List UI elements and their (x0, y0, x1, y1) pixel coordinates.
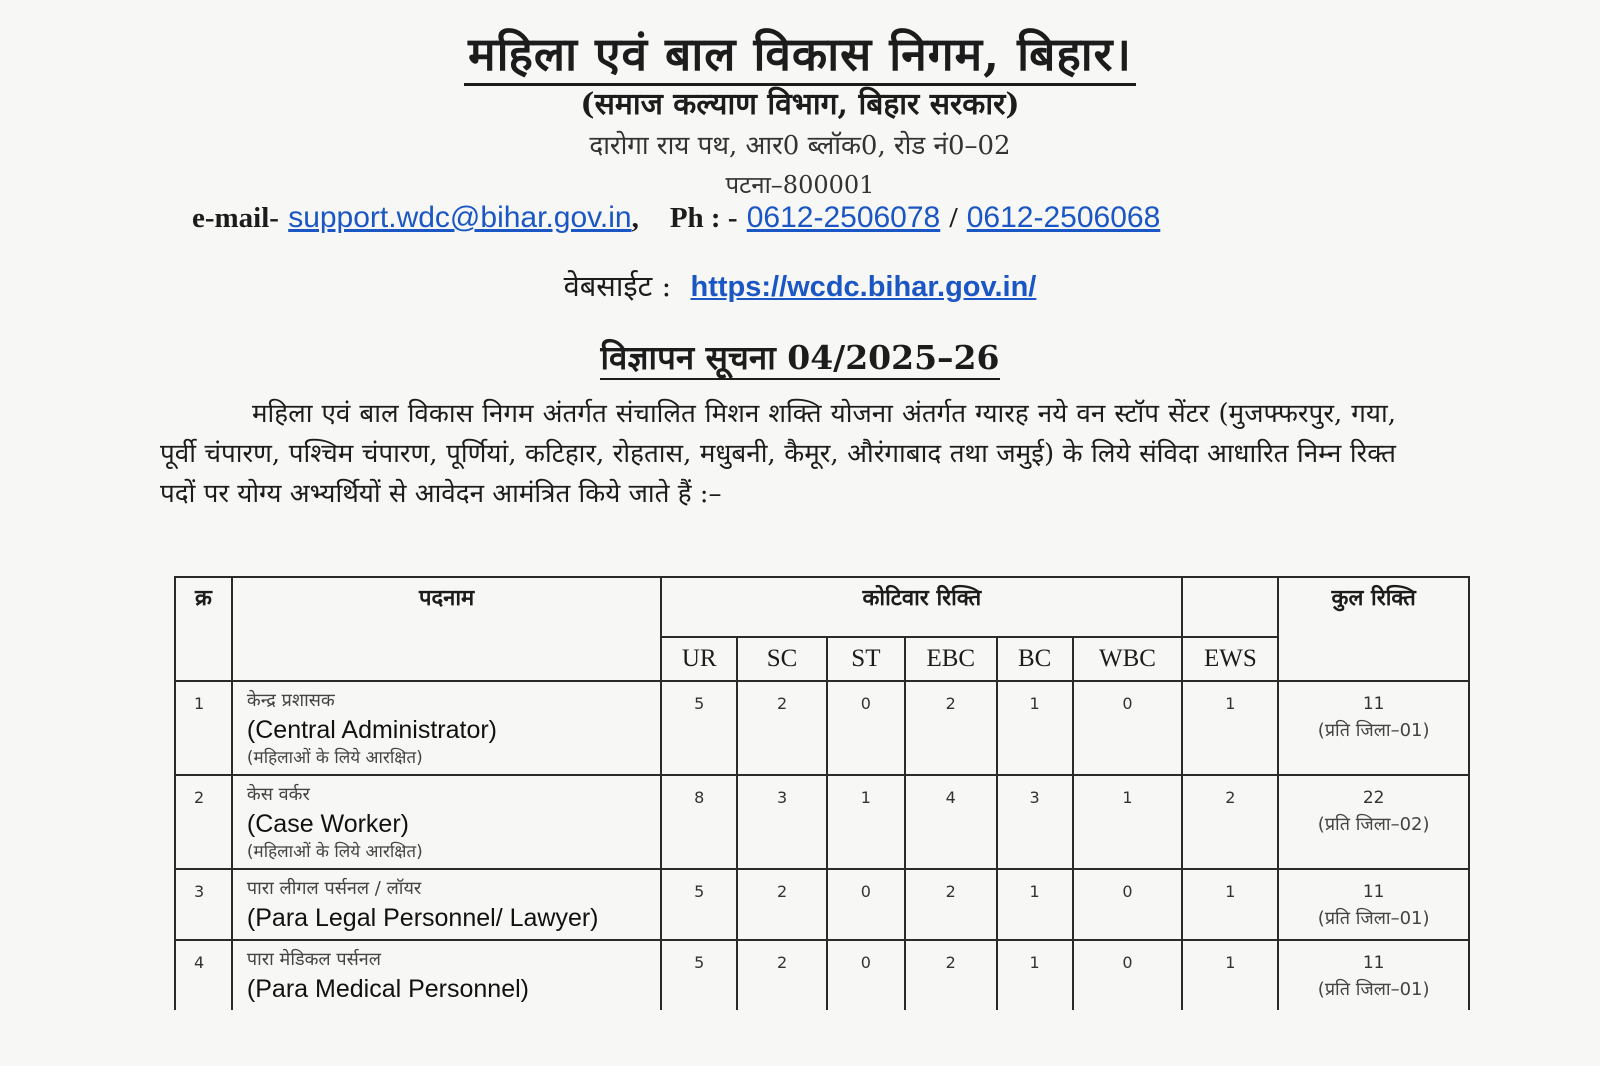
phone-separator: / (949, 202, 958, 234)
total-value: 11 (1362, 882, 1385, 902)
header-wbc: WBC (1073, 637, 1183, 681)
cell-total (1278, 775, 1469, 869)
phone-link-1[interactable]: 0612-2506078 (746, 201, 941, 234)
header-post: पदनाम (232, 577, 661, 681)
cell-bc: 1 (997, 869, 1073, 940)
notice-paragraph: महिला एवं बाल विकास निगम अंतर्गत संचालित मिशन शक्ति योजना अंतर्गत ग्यारह नये वन स्टॉप सेंटर (मुजफ्फरपुर, गया, पूर्वी चंपारण, पश्चिम चंपारण, पूर्णियां, कटिहार, रोहतास, मधुबनी, कैमूर, औरंगाबाद तथा जमुई) के लिये संविदा आधारित निम्न रिक्त पदों पर योग्य अभ्यर्थियों से आवेदन आमंत्रित किये जाते हैं :– (160, 399, 1396, 509)
cell-st: 1 (827, 775, 905, 869)
post-hindi: पारा मेडिकल पर्सनल (246, 949, 381, 970)
row-sn: 1 (175, 681, 232, 775)
cell-wbc: 1 (1073, 775, 1183, 869)
post-hindi: पारा लीगल पर्सनल / लॉयर (246, 878, 422, 899)
phone-label: Ph : - (669, 202, 738, 234)
cell-total (1278, 681, 1469, 775)
total-note: (प्रति जिला–01) (1317, 979, 1430, 1000)
cell-ews: 1 (1182, 681, 1278, 775)
cell-bc: 3 (997, 775, 1073, 869)
cell-sc: 2 (737, 869, 827, 940)
header-blank (1182, 577, 1278, 637)
email-label: e-mail- (192, 202, 279, 234)
address-line-2: पटना–800001 (725, 171, 875, 199)
table-row (175, 681, 1469, 775)
row-sn: 3 (175, 869, 232, 940)
contact-line: e-mail- support.wdc@bihar.gov.in, Ph : - 0612-2506078 / 0612-2506068 (192, 201, 1161, 234)
post-hindi: केस वर्कर (246, 784, 310, 805)
post-english: (Case Worker) (246, 810, 409, 838)
header-ebc: EBC (905, 637, 997, 681)
cell-bc: 1 (997, 681, 1073, 775)
cell-ebc: 2 (905, 940, 997, 1010)
header-st: ST (827, 637, 905, 681)
website-link[interactable]: https://wcdc.bihar.gov.in/ (690, 271, 1037, 303)
post-english: (Para Medical Personnel) (246, 975, 529, 1003)
cell-ews: 2 (1182, 775, 1278, 869)
table-row (175, 940, 1469, 1010)
cell-ur: 5 (661, 940, 737, 1010)
cell-ebc: 4 (905, 775, 997, 869)
total-note: (प्रति जिला–01) (1317, 908, 1430, 929)
header-ews: EWS (1182, 637, 1278, 681)
email-link[interactable]: support.wdc@bihar.gov.in (288, 201, 632, 234)
cell-ebc: 2 (905, 681, 997, 775)
cell-total (1278, 940, 1469, 1010)
cell-sc: 3 (737, 775, 827, 869)
cell-ur: 8 (661, 775, 737, 869)
header-total: कुल रिक्ति (1278, 577, 1469, 681)
row-post (232, 681, 661, 775)
header-sn: क्र (175, 577, 232, 681)
row-post (232, 940, 661, 1010)
table-row (175, 775, 1469, 869)
total-note: (प्रति जिला–01) (1317, 720, 1430, 741)
cell-ews: 1 (1182, 940, 1278, 1010)
website-label: वेबसाईट : (563, 269, 672, 303)
cell-sc: 2 (737, 940, 827, 1010)
header-category-vacancy: कोटिवार रिक्ति (661, 577, 1182, 637)
post-note: (महिलाओं के लिये आरक्षित) (246, 842, 423, 862)
post-english: (Central Administrator) (246, 716, 497, 744)
post-hindi: केन्द्र प्रशासक (246, 690, 335, 711)
phone-link-2[interactable]: 0612-2506068 (966, 201, 1161, 234)
header-ur: UR (661, 637, 737, 681)
post-english: (Para Legal Personnel/ Lawyer) (246, 904, 599, 932)
cell-st: 0 (827, 681, 905, 775)
cell-st: 0 (827, 940, 905, 1010)
cell-sc: 2 (737, 681, 827, 775)
org-subtitle: (समाज कल्याण विभाग, बिहार सरकार) (580, 87, 1020, 122)
address-line-1: दारोगा राय पथ, आर0 ब्लॉक0, रोड नं0–02 (589, 131, 1011, 161)
header-sc: SC (737, 637, 827, 681)
cell-ur: 5 (661, 869, 737, 940)
total-value: 11 (1362, 694, 1385, 714)
table-row (175, 869, 1469, 940)
row-sn: 2 (175, 775, 232, 869)
row-post (232, 775, 661, 869)
cell-wbc: 0 (1073, 940, 1183, 1010)
cell-ur: 5 (661, 681, 737, 775)
total-value: 11 (1362, 953, 1385, 973)
org-title: महिला एवं बाल विकास निगम, बिहार। (0, 22, 1600, 84)
cell-st: 0 (827, 869, 905, 940)
cell-wbc: 0 (1073, 681, 1183, 775)
header-bc: BC (997, 637, 1073, 681)
cell-total (1278, 869, 1469, 940)
total-note: (प्रति जिला–02) (1317, 814, 1430, 835)
cell-ews: 1 (1182, 869, 1278, 940)
cell-bc: 1 (997, 940, 1073, 1010)
row-sn: 4 (175, 940, 232, 1010)
cell-ebc: 2 (905, 869, 997, 940)
website-line (0, 266, 1600, 305)
row-post (232, 869, 661, 940)
cell-wbc: 0 (1073, 869, 1183, 940)
total-value: 22 (1362, 788, 1385, 808)
vacancy-table (174, 576, 1470, 1010)
notice-title: विज्ञापन सूचना 04/2025–26 (0, 334, 1600, 379)
post-note: (महिलाओं के लिये आरक्षित) (246, 748, 423, 768)
